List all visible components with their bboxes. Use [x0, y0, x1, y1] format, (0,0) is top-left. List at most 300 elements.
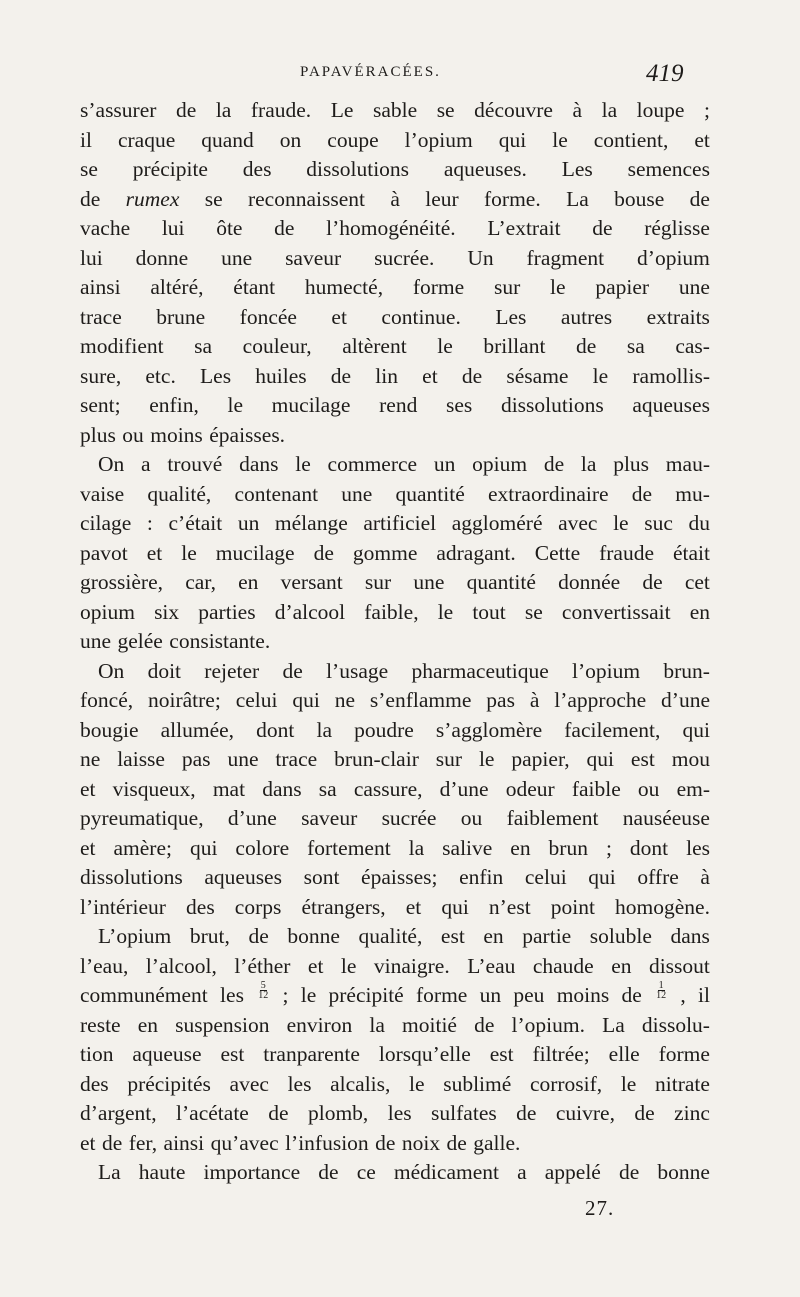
word: ce — [356, 1160, 376, 1184]
word: galle. — [473, 1130, 521, 1155]
word: cilage — [80, 511, 132, 535]
word: Les — [200, 363, 232, 388]
word: aggloméré — [451, 511, 543, 535]
word: était — [672, 540, 710, 565]
word: lui — [161, 216, 185, 240]
fraction-numerator: 5 — [260, 980, 266, 991]
word: car, — [185, 570, 216, 594]
word: rumex — [125, 186, 180, 211]
word: environ — [286, 1012, 353, 1037]
fraction-denominator: 12 — [656, 990, 667, 1001]
word: modifient — [80, 334, 164, 358]
word: ses — [446, 393, 473, 417]
word: elle — [608, 1042, 640, 1066]
word: la — [369, 1012, 385, 1037]
word: cas- — [675, 334, 710, 358]
word: craque — [117, 127, 176, 152]
word: lui — [80, 245, 103, 270]
word: vache — [80, 216, 131, 240]
word: qui — [498, 127, 527, 152]
word: ou — [122, 422, 144, 447]
word: le — [550, 275, 566, 299]
word: à — [572, 98, 583, 122]
word: qui — [588, 865, 616, 889]
word: mou — [671, 747, 710, 771]
word: nauséeuse — [622, 806, 710, 830]
word: commerce — [327, 452, 418, 476]
word: étant — [233, 275, 276, 299]
word: contient, — [593, 127, 669, 152]
text-line — [80, 1011, 710, 1041]
word: fraude — [599, 540, 654, 565]
word: fragment — [526, 245, 605, 270]
word: la — [408, 835, 425, 860]
word: On — [98, 452, 125, 476]
word: gelée — [117, 629, 163, 653]
word: foncé, — [80, 688, 134, 712]
word: forme — [658, 1042, 710, 1066]
word: les — [387, 1101, 412, 1125]
word: de — [516, 1101, 537, 1125]
word: ainsi — [80, 275, 121, 299]
word: de — [274, 216, 295, 240]
word: : — [146, 511, 153, 535]
word: fortement — [307, 835, 391, 860]
word: dissolutions — [80, 865, 183, 889]
word: ; — [282, 983, 289, 1007]
word: l’homogénéité. — [326, 216, 456, 240]
word: s’assurer — [80, 98, 157, 122]
word: quantité — [466, 570, 536, 594]
word: de — [461, 363, 483, 388]
body-text — [80, 96, 710, 1188]
text-line — [80, 598, 710, 628]
word: chaude — [532, 953, 594, 978]
word: sent; — [80, 393, 121, 417]
word: dans — [239, 452, 279, 476]
word: forme — [416, 983, 468, 1007]
word: en — [137, 1012, 158, 1037]
word: est — [630, 747, 655, 771]
word: de — [101, 1130, 123, 1155]
word: On — [98, 658, 125, 683]
word: parties — [198, 599, 256, 624]
word: la — [601, 98, 618, 122]
word: et — [694, 127, 710, 152]
word: suc — [644, 511, 673, 535]
word: moins — [556, 983, 610, 1007]
word: ou — [460, 806, 483, 830]
word: aqueuses — [632, 393, 710, 417]
word: noirâtre; — [148, 688, 221, 712]
word: sur — [493, 275, 521, 299]
word: faible — [571, 776, 621, 801]
text-line — [80, 745, 710, 775]
text-line — [80, 834, 710, 864]
word: reconnaissent — [247, 186, 365, 211]
word: consistante. — [169, 629, 271, 653]
word: sure, — [80, 363, 122, 388]
word: se — [80, 157, 98, 181]
word: leur — [425, 186, 459, 211]
word: brun- — [663, 658, 710, 683]
word: en — [510, 835, 531, 860]
word: gomme — [352, 540, 418, 565]
word: filtrée; — [532, 1042, 590, 1066]
word: sa — [626, 334, 645, 358]
word: le — [227, 393, 244, 417]
word: avec — [229, 1071, 269, 1096]
word: qui — [682, 717, 710, 742]
word: fer, — [128, 1130, 158, 1155]
text-line — [80, 775, 710, 805]
word: visqueux, — [112, 776, 196, 801]
word: brun — [548, 835, 588, 860]
word: d’opium — [637, 245, 710, 270]
word: La — [566, 186, 589, 211]
text-line — [80, 273, 710, 303]
word: de — [282, 658, 303, 683]
word: haute — [138, 1160, 186, 1184]
word: ne — [334, 688, 356, 712]
word: l’éther — [234, 953, 291, 978]
text-line — [80, 362, 710, 392]
word: facilement, — [564, 717, 661, 742]
word: mau- — [665, 452, 710, 476]
word: dissolutions — [500, 393, 604, 417]
word: continue. — [381, 304, 461, 329]
word: tout — [472, 599, 506, 624]
word: ôte — [216, 216, 243, 240]
word: le — [620, 1071, 637, 1096]
word: grossière, — [80, 570, 163, 594]
word: aqueuse — [132, 1042, 202, 1066]
text-line — [80, 568, 710, 598]
text-line — [80, 952, 710, 982]
word: huiles — [255, 363, 307, 388]
word: précipite — [132, 157, 208, 181]
word: papier — [595, 275, 650, 299]
word: Les — [561, 157, 593, 181]
word: quantité — [395, 481, 465, 506]
word: homogène. — [615, 894, 710, 919]
word: corrosif, — [529, 1071, 603, 1096]
fraction-numerator: 1 — [658, 980, 664, 991]
word: sulfates — [431, 1101, 497, 1125]
word: qui — [586, 747, 615, 771]
word: Un — [467, 245, 494, 270]
word: convertissait — [561, 599, 671, 624]
word: de — [313, 540, 334, 565]
word: le — [181, 540, 197, 565]
word: extraordinaire — [487, 481, 609, 506]
word: de — [631, 481, 653, 506]
word: l’approche — [554, 688, 647, 712]
word: de — [689, 186, 710, 211]
word: étrangers, — [301, 894, 386, 919]
word: moins — [150, 422, 203, 447]
word: versant — [280, 570, 343, 594]
word: pyreumatique, — [80, 806, 204, 830]
word: découvre — [474, 98, 553, 122]
word: poudre — [354, 717, 414, 742]
word: plus — [613, 452, 650, 476]
word: ou — [637, 776, 660, 801]
word: et — [307, 953, 324, 978]
word: et — [405, 894, 422, 919]
word: et — [80, 1130, 96, 1155]
word: suspension — [175, 1012, 270, 1037]
word: qui — [189, 835, 218, 860]
text-line — [80, 303, 710, 333]
text-line — [80, 391, 710, 421]
word: sa — [318, 776, 337, 801]
word: un — [237, 511, 260, 535]
word: la — [316, 717, 333, 742]
word: le — [409, 1071, 425, 1096]
word: qui — [441, 894, 469, 919]
word: odeur — [505, 776, 555, 801]
word: c’était — [168, 511, 223, 535]
word: le — [613, 511, 629, 535]
word: contenant — [234, 481, 319, 506]
word: pharmaceutique — [411, 658, 549, 683]
word: lin — [375, 363, 398, 388]
word: tranparente — [263, 1042, 360, 1066]
word: de — [318, 1160, 339, 1184]
word: corps — [234, 894, 282, 919]
word: l’acétate — [176, 1101, 249, 1125]
word: rend — [379, 393, 418, 417]
word: couleur, — [242, 334, 312, 358]
word: trouvé — [167, 452, 223, 476]
word: cet — [684, 570, 710, 594]
word: dont — [629, 835, 669, 860]
word: amère; — [113, 835, 172, 860]
word: et — [146, 540, 163, 565]
word: l’opium — [572, 658, 641, 683]
word: un — [433, 452, 456, 476]
word: noix — [401, 1130, 441, 1155]
word: plus — [80, 422, 116, 447]
word: L’eau — [467, 953, 516, 978]
word: bougie — [80, 717, 139, 742]
fraction — [656, 981, 666, 1011]
word: de — [592, 216, 613, 240]
word: et — [331, 304, 347, 329]
word: L’extrait — [487, 216, 561, 240]
word: dans — [670, 924, 710, 948]
word: adragant. — [436, 540, 516, 565]
fraction-denominator: 12 — [258, 990, 269, 1001]
word: de — [375, 1130, 396, 1155]
word: sésame — [506, 363, 569, 388]
word: donnée — [558, 570, 621, 594]
word: brun-clair — [334, 747, 419, 771]
word: em- — [676, 776, 710, 801]
word: le — [437, 599, 454, 624]
text-line — [80, 96, 710, 126]
word: le — [300, 983, 317, 1007]
word: en — [483, 924, 504, 948]
word: etc. — [145, 363, 176, 388]
word: de — [446, 1130, 467, 1155]
word: cuivre, — [555, 1101, 615, 1125]
word: dans — [262, 776, 302, 801]
word: un — [479, 983, 502, 1007]
word: précipités — [127, 1071, 211, 1096]
word: le — [552, 127, 568, 152]
word: sublimé — [443, 1071, 512, 1096]
word: salive — [442, 835, 493, 860]
word: dissolu- — [641, 1012, 710, 1037]
word: l’alcool, — [145, 953, 217, 978]
word: épaisses. — [209, 422, 286, 447]
word: de — [330, 363, 352, 388]
word: il — [698, 983, 710, 1007]
word: saveur — [285, 245, 342, 270]
word: alcalis, — [330, 1071, 391, 1096]
word: une — [341, 481, 373, 506]
word: sont — [303, 865, 340, 889]
page-number: 419 — [646, 60, 684, 87]
word: s’agglomère — [435, 717, 543, 742]
word: ramollis- — [632, 363, 710, 388]
word: colore — [235, 835, 290, 860]
word: des — [242, 157, 272, 181]
word: qui — [292, 688, 320, 712]
word: papier, — [511, 747, 570, 771]
word: de — [618, 1160, 640, 1184]
word: est — [440, 924, 465, 948]
word: l’opium. — [511, 1012, 585, 1037]
word: le — [437, 334, 453, 358]
word: d’argent, — [80, 1101, 157, 1125]
text-line — [80, 244, 710, 274]
text-line — [80, 716, 710, 746]
word: précipité — [328, 983, 404, 1007]
word: Les — [495, 304, 527, 329]
word: , — [680, 983, 686, 1007]
text-line — [80, 804, 710, 834]
word: vaise — [80, 481, 125, 506]
word: aqueuses — [204, 865, 282, 889]
text-line — [80, 509, 710, 539]
text-line — [80, 1040, 710, 1070]
word: bonne — [287, 924, 340, 948]
word: La — [602, 1012, 625, 1037]
word: l’eau, — [80, 953, 129, 978]
text-line — [80, 627, 710, 657]
word: forme. — [484, 186, 541, 211]
word: moitié — [402, 1012, 457, 1037]
word: d’une — [661, 688, 710, 712]
word: de — [474, 1012, 495, 1037]
word: mucilage — [271, 393, 351, 417]
word: avec — [558, 511, 598, 535]
word: loupe — [636, 98, 685, 122]
word: saveur — [301, 806, 358, 830]
word: des — [186, 894, 215, 919]
word: humecté, — [304, 275, 384, 299]
word: la — [215, 98, 232, 122]
word: de — [248, 924, 269, 948]
word: mu- — [675, 481, 710, 506]
word: Cette — [534, 540, 581, 565]
word: brut, — [189, 924, 230, 948]
word: aqueuses. — [443, 157, 527, 181]
word: celui — [235, 688, 278, 712]
word: pas — [181, 747, 211, 771]
word: soluble — [589, 924, 652, 948]
word: a — [517, 1160, 527, 1184]
word: quand — [201, 127, 254, 152]
text-line — [80, 539, 710, 569]
word: on — [279, 127, 302, 152]
word: pas — [486, 688, 515, 712]
word: sur — [364, 570, 392, 594]
word: une — [80, 629, 112, 653]
word: coupe — [327, 127, 379, 152]
word: en — [611, 953, 632, 978]
word: la — [580, 452, 597, 476]
word: bonne — [657, 1160, 710, 1184]
text-line — [80, 185, 710, 215]
text-line — [80, 863, 710, 893]
word: pavot — [80, 540, 128, 565]
word: les — [287, 1071, 312, 1096]
word: enfin, — [149, 393, 199, 417]
word: celui — [524, 865, 567, 889]
text-line — [80, 214, 710, 244]
word: une — [227, 747, 259, 771]
word: a — [141, 452, 151, 476]
word: faiblement — [506, 806, 599, 830]
word: à — [700, 865, 710, 889]
word: et — [80, 835, 96, 860]
text-line — [80, 922, 710, 952]
word: laisse — [117, 747, 165, 771]
word: ne — [80, 747, 101, 771]
word: L’opium — [98, 924, 172, 948]
word: faible, — [364, 599, 419, 624]
word: extraits — [646, 304, 710, 329]
word: dont — [256, 717, 295, 742]
word: offre — [637, 865, 679, 889]
word: une — [221, 245, 253, 270]
word: cassure, — [353, 776, 423, 801]
word: épaisses; — [361, 865, 438, 889]
word: brillant — [483, 334, 546, 358]
text-line — [80, 126, 710, 156]
word: qualité, — [358, 924, 423, 948]
word: trace — [80, 304, 122, 329]
word: rejeter — [204, 658, 260, 683]
word: appelé — [544, 1160, 601, 1184]
signature-mark: 27. — [585, 1196, 615, 1220]
word: médicament — [393, 1160, 499, 1184]
word: de — [80, 186, 101, 211]
word: des — [80, 1071, 109, 1096]
word: l’usage — [326, 658, 389, 683]
word: trace — [275, 747, 318, 771]
word: est — [489, 1042, 514, 1066]
word: se — [524, 599, 543, 624]
word: il — [80, 127, 92, 152]
word: se — [204, 186, 223, 211]
word: de — [268, 1101, 289, 1125]
word: autres — [560, 304, 613, 329]
